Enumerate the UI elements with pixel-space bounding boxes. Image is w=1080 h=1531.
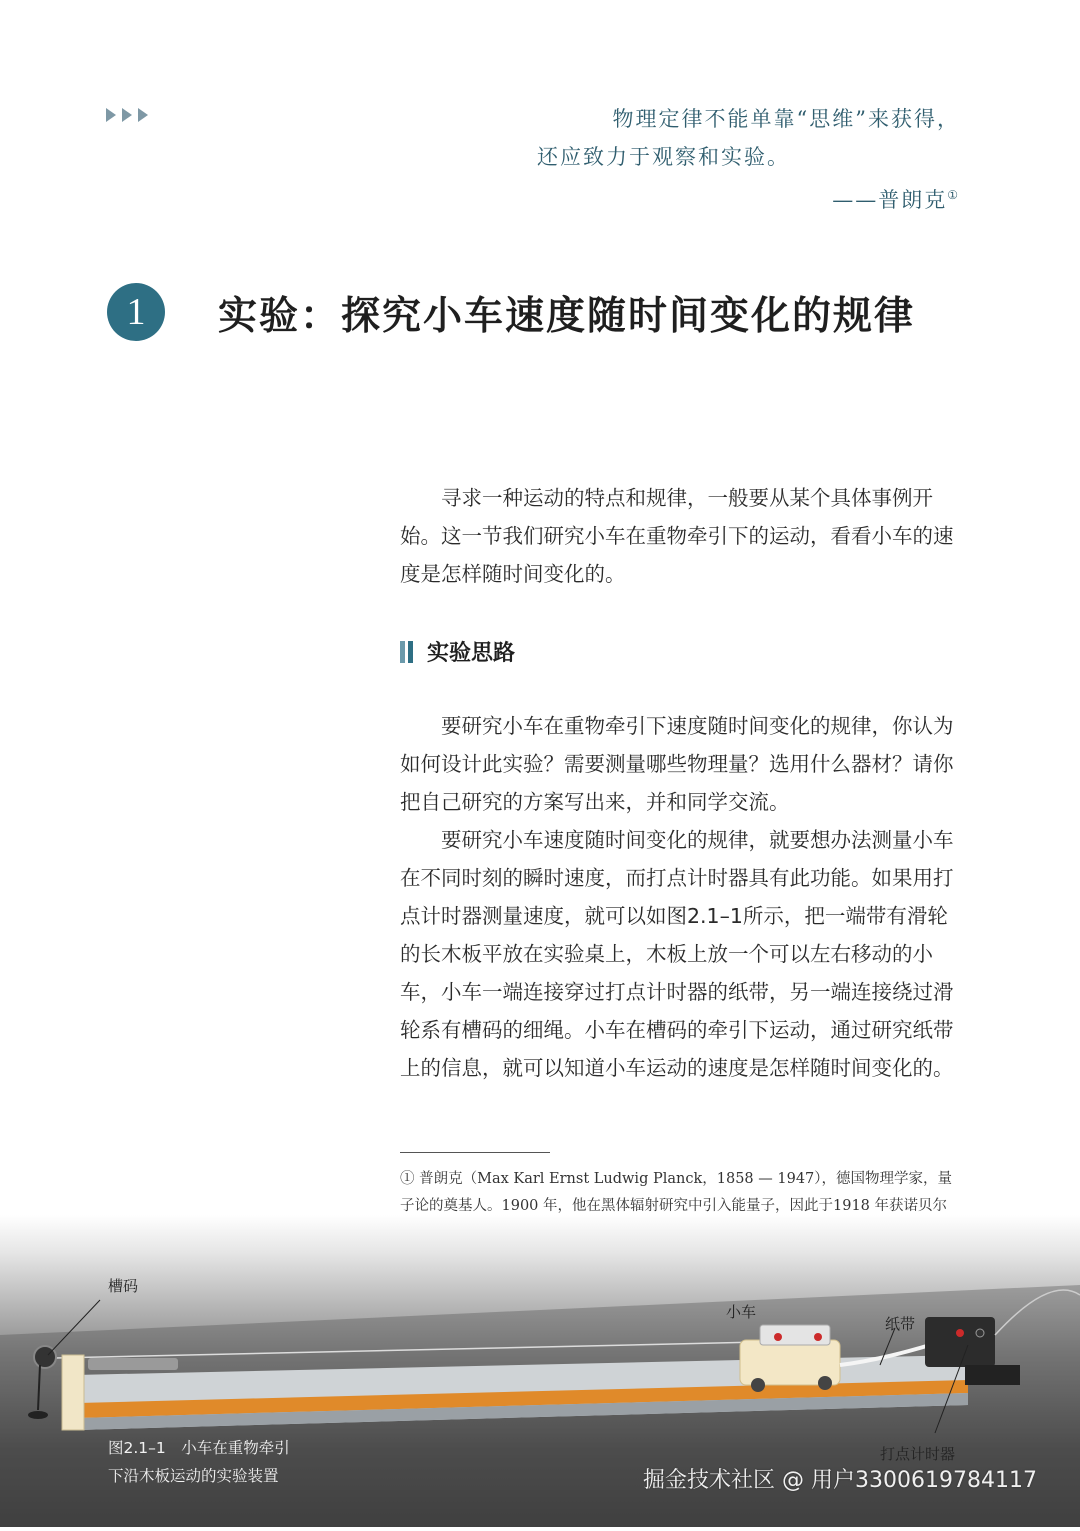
footnote: ① 普朗克（Max Karl Ernst Ludwig Planck，1858 — 1947），德国物理学家，量子论的奠基人。1900 年，他在黑体辐射研究中引入能量子，因此于1918 年获诺贝尔	[400, 1171, 953, 1214]
section-heading	[400, 636, 515, 667]
arrow-icon	[122, 108, 132, 122]
label-tape: 纸带	[885, 1315, 916, 1333]
arrow-icon	[138, 108, 148, 122]
section-title: 实验思路	[427, 641, 516, 666]
quote-line-1: 物理定律不能单靠“思维”来获得，	[612, 107, 960, 131]
label-cart: 小车	[726, 1303, 757, 1321]
label-timer: 打点计时器	[880, 1445, 956, 1463]
caption-line-1: 图2.1–1 小车在重物牵引	[108, 1439, 290, 1457]
footnote-divider	[400, 1152, 550, 1153]
footnote-ref[interactable]: ①	[947, 188, 960, 202]
watermark: 掘金技术社区 @ 用户3300619784117	[643, 1468, 1037, 1493]
chapter-number-badge: 1	[107, 283, 165, 341]
quote-line-2: 还应致力于观察和实验。	[537, 145, 790, 169]
body-paragraph-2: 要研究小车速度随时间变化的规律，就要想办法测量小车在不同时刻的瞬时速度，而打点计时器具有此功能。如果用打点计时器测量速度，就可以如图2.1–1所示，把一端带有滑轮的长木板平放在实验桌上，木板上放一个可以左右移动的小车，小车一端连接穿过打点计时器的纸带，另一端连接绕过滑轮系有槽码的细绳。小车在槽码的牵引下运动，通过研究纸带上的信息，就可以知道小车运动的速度是怎样随时间变化的。	[400, 828, 954, 1080]
epigraph-quote	[537, 100, 960, 219]
quote-author	[537, 176, 960, 219]
intro-paragraph: 寻求一种运动的特点和规律，一般要从某个具体事例开始。这一节我们研究小车在重物牵引下的运动，看看小车的速度是怎样随时间变化的。	[400, 486, 954, 586]
decorative-arrows	[106, 108, 148, 122]
quote-author-name: ——普朗克	[832, 188, 948, 212]
chapter-title: 实验：探究小车速度随时间变化的规律	[218, 294, 916, 339]
caption-line-2: 下沿木板运动的实验装置	[108, 1467, 279, 1485]
arrow-icon	[106, 108, 116, 122]
label-weight: 槽码	[108, 1277, 139, 1295]
figure-caption	[108, 1434, 290, 1490]
section-marker-icon	[400, 641, 413, 663]
body-paragraph-1: 要研究小车在重物牵引下速度随时间变化的规律，你认为如何设计此实验？需要测量哪些物理量？选用什么器材？请你把自己研究的方案写出来，并和同学交流。	[400, 714, 954, 814]
